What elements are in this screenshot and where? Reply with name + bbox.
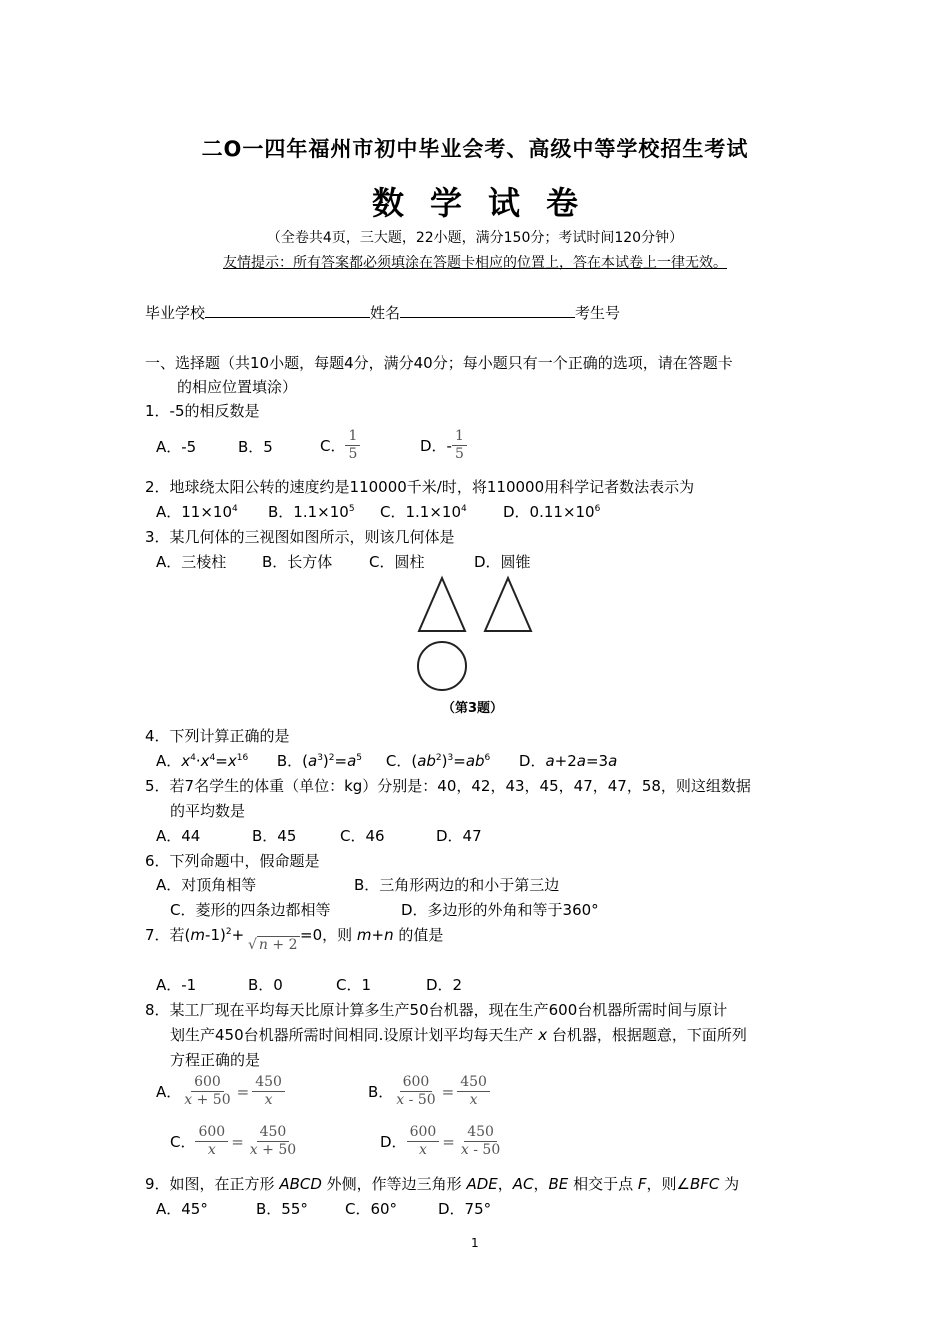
q6-stem: 6．下列命题中，假命题是: [145, 852, 320, 870]
friendly-tip: 友情提示：所有答案都必须填涂在答题卡相应的位置上，答在本试卷上一律无效。: [223, 255, 727, 271]
q7-option-c: C．1: [336, 976, 372, 994]
q6-option-b: B．三角形两边的和小于第三边: [354, 876, 560, 894]
q8-stem: 8．某工厂现在平均每天比原计算多生产50台机器，现在生产600台机器所需时间与原计: [145, 1001, 728, 1019]
q5-stem: 5．若7名学生的体重（单位：kg）分别是：40，42，43，45，47，47，58，则这组数据: [145, 777, 751, 795]
q4-options: A．$x^4\cdot x^4=x^{16}$ B．$(a^3)^2=a^5$ C．$(ab^2)^3=ab^6$ D．a+2a=3a: [156, 752, 618, 770]
q2-option-b: B．$1.1\times 10^5$: [268, 503, 355, 521]
q1-option-a: A．-5: [156, 438, 197, 456]
q7-option-b: B．0: [248, 976, 283, 994]
q3-option-a: A．三棱柱: [156, 553, 227, 571]
front-view-triangle: [419, 578, 465, 631]
q1-option-b: B．5: [238, 438, 273, 456]
q5-stem-cont: 的平均数是: [170, 802, 246, 820]
q9-option-b: B．55°: [256, 1200, 308, 1218]
q9-option-a: A．45°: [156, 1200, 208, 1218]
q7-sqrt: √ n + 2: [248, 937, 298, 953]
q5-option-a: A．44: [156, 827, 201, 845]
q3-caption: （第3题）: [442, 701, 504, 716]
q8-option-c: C． $\frac{600}{x}$ = $\frac{450}{x + 50}$: [170, 1124, 297, 1158]
q5-option-d: D．47: [436, 827, 482, 845]
exam-info: （全卷共4页，三大题，22小题，满分150分；考试时间120分钟）: [266, 230, 684, 246]
q8-option-b: B． $\frac{600}{x - 50}$ = $\frac{450}{x}$: [368, 1074, 490, 1109]
q6-option-a: A．对顶角相等: [156, 876, 257, 894]
subject-title: 数学试卷: [371, 184, 604, 222]
q1-stem: 1．-5的相反数是: [145, 402, 260, 420]
q2-option-d: D．$0.11\times 10^6$: [503, 503, 601, 521]
q6-option-d: D．多边形的外角和等于360°: [401, 901, 599, 919]
q8-option-a: A． $\frac{600}{x + 50}$ = $\frac{450}{x}$: [156, 1074, 285, 1109]
q2-option-c: C．$1.1\times 10^4$: [380, 503, 467, 521]
q4-stem: 4．下列计算正确的是: [145, 727, 290, 745]
exam-no-label: 考生号: [575, 304, 621, 322]
q9-stem: 9．如图，在正方形 ABCD 外侧，作等边三角形 ADE，AC，BE 相交于点 F，则∠BFC 为: [145, 1175, 740, 1193]
name-field[interactable]: [400, 303, 575, 318]
name-label: 姓名: [370, 304, 401, 322]
q9-option-d: D．75°: [438, 1200, 492, 1218]
q6-option-c: C．菱形的四条边都相等: [170, 901, 331, 919]
top-view-circle: [418, 642, 466, 690]
q7-stem-cont: =0，则 m+n 的值是: [300, 926, 444, 944]
q8-stem-cont1: 划生产450台机器所需时间相同.设原计划平均每天生产 x 台机器，根据题意，下面所列: [170, 1026, 747, 1044]
q5-option-b: B．45: [252, 827, 297, 845]
section-heading: 一、选择题（共10小题，每题4分，满分40分；每小题只有一个正确的选项，请在答题卡: [145, 354, 733, 372]
three-view-figure: [410, 574, 540, 694]
student-info-row: [145, 302, 620, 323]
section-heading-cont: 的相应位置填涂）: [177, 378, 298, 396]
q3-stem: 3．某几何体的三视图如图所示，则该几何体是: [145, 528, 455, 546]
exam-title: 二Ο一四年福州市初中毕业会考、高级中等学校招生考试: [201, 137, 749, 161]
q5-option-c: C．46: [340, 827, 385, 845]
page-number: 1: [471, 1236, 479, 1250]
q2-stem: 2．地球绕太阳公转的速度约是110000千米/时，将110000用科学记者数法表示为: [145, 478, 695, 496]
q1-option-d: D．- $\frac{1}{5}$: [420, 428, 467, 463]
school-field[interactable]: [205, 303, 370, 318]
q7-stem: 7．若$(m-1)^2+$: [145, 926, 245, 944]
q3-option-d: D．圆锥: [474, 553, 531, 571]
q7-option-a: A．-1: [156, 976, 197, 994]
q7-option-d: D．2: [426, 976, 463, 994]
q9-option-c: C．60°: [345, 1200, 398, 1218]
q2-option-a: A．$11\times 10^4$: [156, 503, 238, 521]
q8-option-d: D． $\frac{600}{x}$ = $\frac{450}{x - 50}$: [380, 1124, 501, 1158]
q8-stem-cont2: 方程正确的是: [170, 1051, 261, 1069]
side-view-triangle: [485, 578, 531, 631]
q1-option-c: C． $\frac{1}{5}$: [320, 428, 360, 463]
q3-option-b: B．长方体: [262, 553, 333, 571]
school-label: 毕业学校: [145, 304, 206, 322]
q3-option-c: C．圆柱: [369, 553, 425, 571]
